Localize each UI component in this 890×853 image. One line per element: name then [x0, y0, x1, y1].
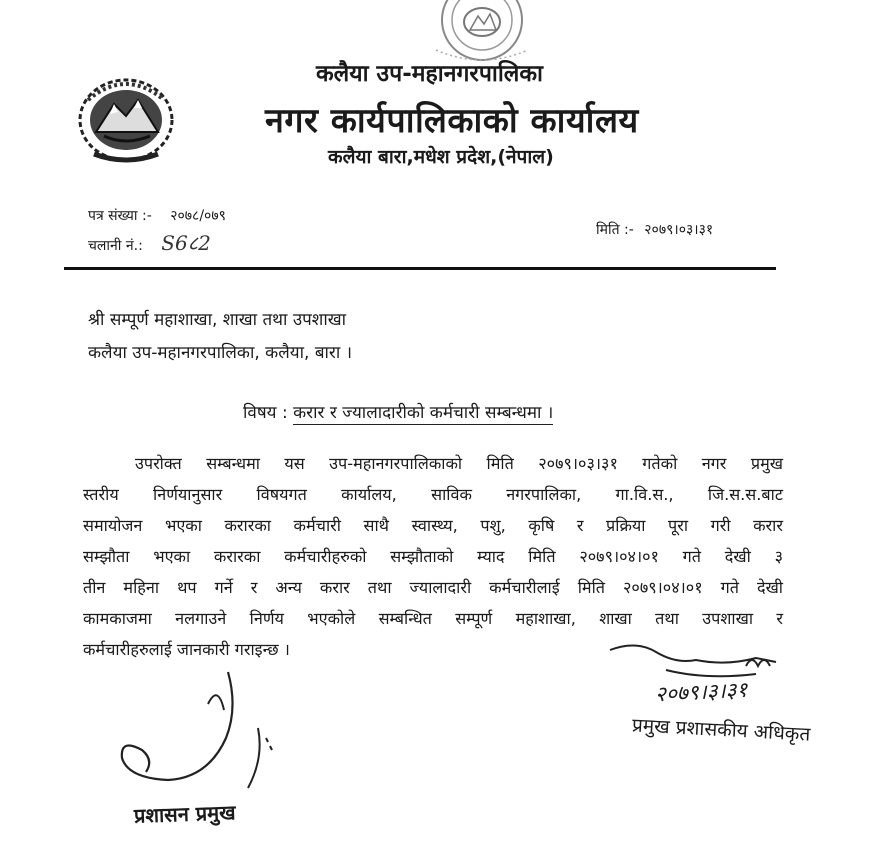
office-address: कलैया बारा,मधेश प्रदेश,(नेपाल) [328, 146, 554, 168]
office-stamp-icon [428, 0, 536, 62]
header-divider [64, 267, 776, 270]
letter-number-value: २०७८/०७९ [170, 208, 226, 224]
body-line: स्तरीय निर्णयानुसार विषयगत कार्यालय, साविक नगरपालिका, गा.वि.स., जि.स.स.बाट [83, 485, 783, 504]
letter-date-value: २०७९।०३।३१ [644, 222, 714, 238]
admin-chief-signature [108, 668, 278, 798]
nepal-emblem-icon [74, 70, 178, 164]
officer-title: प्रमुख प्रशासकीय अधिकृत [631, 714, 811, 746]
body-line: कामकाजमा नलगाउने निर्णय भएकोले सम्बन्धित सम्पूर्ण महाशाखा, शाखा तथा उपशाखा र [83, 609, 783, 628]
subject-text: करार र ज्यालादारीको कर्मचारी सम्बन्धमा । [293, 403, 554, 423]
org-name: कलैया उप-महानगरपालिका [316, 61, 544, 87]
letter-body [83, 448, 783, 665]
officer-signature-date: २०७९।३।३१ [654, 677, 748, 707]
dispatch-number [88, 229, 211, 256]
recipient-line-1: श्री सम्पूर्ण महाशाखा, शाखा तथा उपशाखा [88, 310, 347, 330]
letter-date-label: मिति :- [596, 222, 634, 238]
dispatch-number-value: S6८2 [161, 231, 211, 255]
body-line: तीन महिना थप गर्ने र अन्य करार तथा ज्यालादारी कर्मचारीलाई मिति २०७९।०४।०१ गते देखी [83, 578, 783, 597]
letter-number-label: पत्र संख्या :- [88, 208, 152, 224]
letter-number [88, 206, 226, 225]
body-line: समायोजन भएका करारका कर्मचारी साथै स्वास्थ्य, पशु, कृषि र प्रक्रिया पूरा गरी करार [83, 516, 783, 535]
body-line: कर्मचारीहरुलाई जानकारी गराइन्छ । [83, 640, 290, 659]
dispatch-number-label: चलानी नं.: [88, 238, 143, 254]
letter-date [596, 220, 713, 239]
subject [243, 400, 553, 423]
admin-chief-title: प्रशासन प्रमुख [133, 800, 236, 828]
subject-label: विषय : [243, 403, 288, 423]
body-line: सम्झौता भएका करारका कर्मचारीहरुको सम्झौताको म्याद मिति २०७९।०४।०१ गते देखी ३ [83, 547, 783, 566]
office-name: नगर कार्यपालिकाको कार्यालय [265, 101, 639, 141]
body-line: उपरोक्त सम्बन्धमा यस उप-महानगरपालिकाको मिति २०७९।०३।३१ गतेको नगर प्रमुख [135, 454, 783, 473]
recipient-line-2: कलैया उप-महानगरपालिका, कलैया, बारा । [88, 343, 353, 363]
